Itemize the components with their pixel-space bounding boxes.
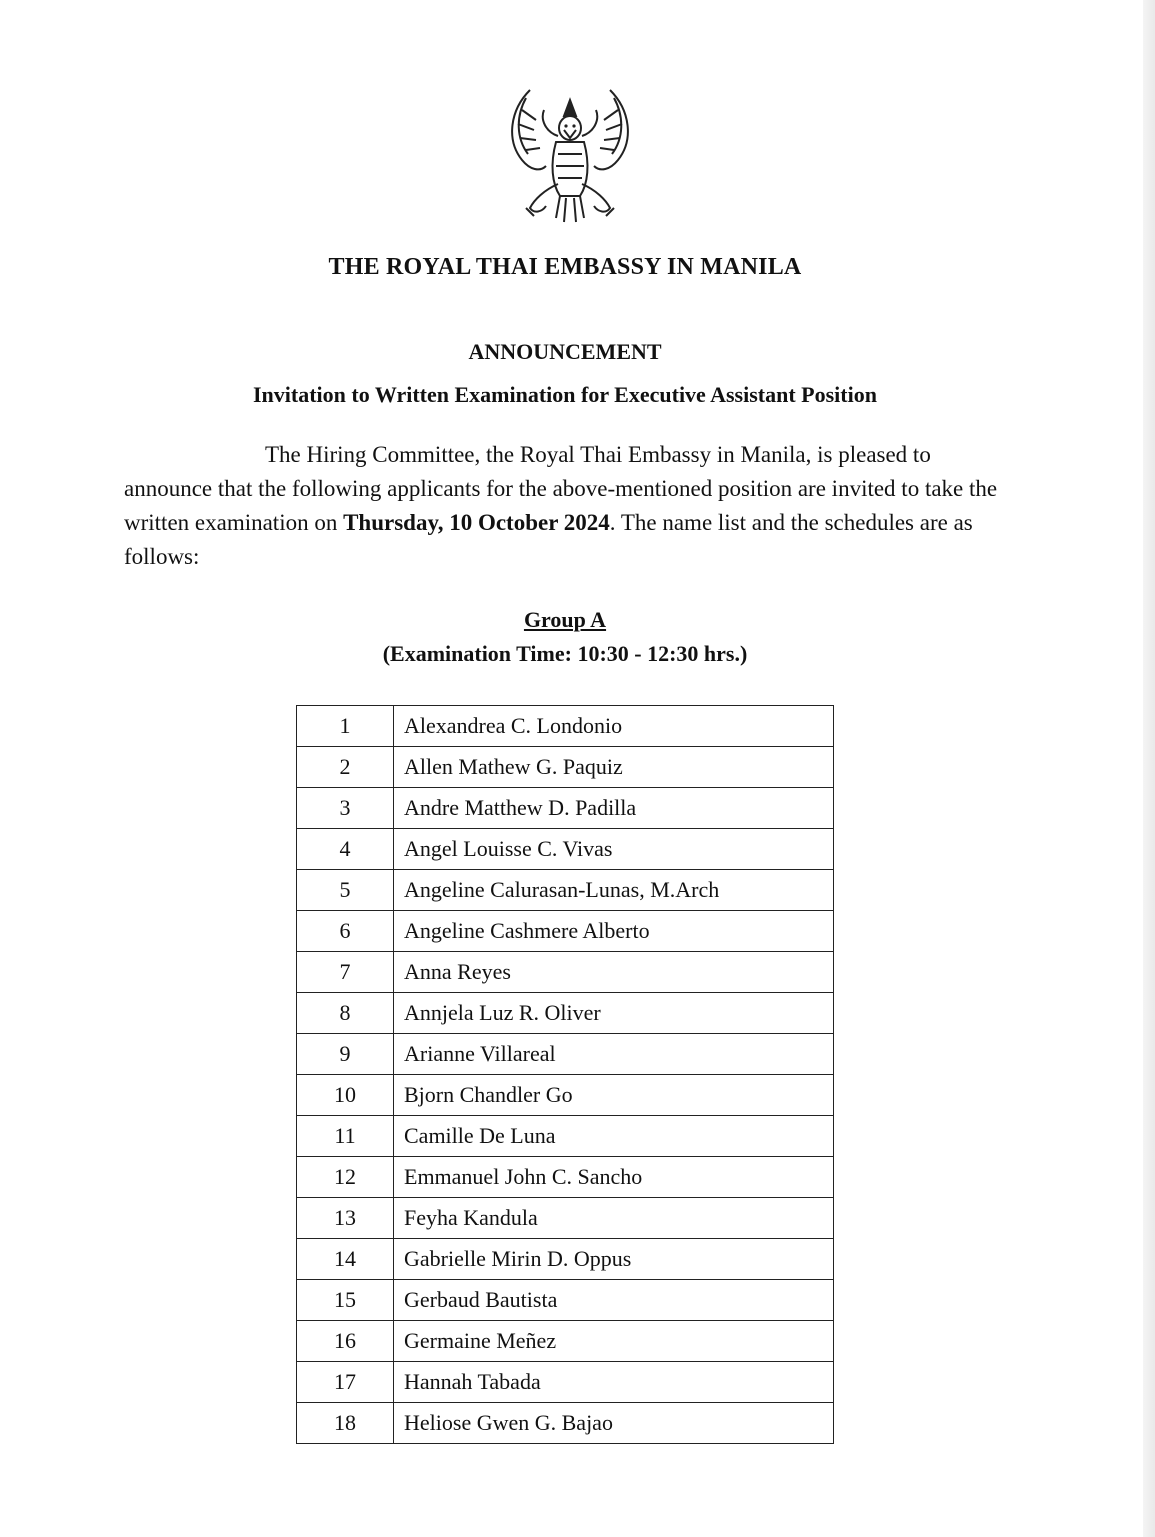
- row-number: 5: [297, 870, 394, 911]
- table-row: [297, 1034, 834, 1075]
- row-number: 2: [297, 747, 394, 788]
- row-number: 1: [297, 706, 394, 747]
- applicant-name: Feyha Kandula: [394, 1198, 834, 1239]
- table-row: [297, 1198, 834, 1239]
- applicant-name: Allen Mathew G. Paquiz: [394, 747, 834, 788]
- row-number: 6: [297, 911, 394, 952]
- garuda-emblem-icon: [500, 80, 640, 230]
- applicant-name: Alexandrea C. Londonio: [394, 706, 834, 747]
- applicant-name: Emmanuel John C. Sancho: [394, 1157, 834, 1198]
- row-number: 15: [297, 1280, 394, 1321]
- table-row: [297, 870, 834, 911]
- table-row: [297, 829, 834, 870]
- applicant-name: Germaine Meñez: [394, 1321, 834, 1362]
- applicant-name: Angeline Calurasan-Lunas, M.Arch: [394, 870, 834, 911]
- applicant-name: Anna Reyes: [394, 952, 834, 993]
- table-row: [297, 1157, 834, 1198]
- body-text-intro: The Hiring Committee, the Royal Thai Embassy in Manila, is pleased to announce that the following applicants for the above-mentioned position are invited to take the written examination on: [124, 442, 998, 535]
- announcement-body: [124, 438, 1014, 574]
- applicant-table: [296, 705, 834, 1444]
- table-row: [297, 1362, 834, 1403]
- applicant-name: Bjorn Chandler Go: [394, 1075, 834, 1116]
- page-edge-shadow: [1143, 0, 1155, 1537]
- table-row: [297, 706, 834, 747]
- table-row: [297, 1403, 834, 1444]
- announcement-heading: ANNOUNCEMENT: [468, 339, 662, 364]
- applicant-name: Angeline Cashmere Alberto: [394, 911, 834, 952]
- table-row: [297, 911, 834, 952]
- table-row: [297, 952, 834, 993]
- row-number: 4: [297, 829, 394, 870]
- table-row: [297, 1116, 834, 1157]
- row-number: 8: [297, 993, 394, 1034]
- table-row: [297, 1075, 834, 1116]
- embassy-title: THE ROYAL THAI EMBASSY IN MANILA: [328, 254, 802, 280]
- table-row: [297, 1239, 834, 1280]
- applicant-name: Angel Louisse C. Vivas: [394, 829, 834, 870]
- row-number: 16: [297, 1321, 394, 1362]
- applicant-name: Gabrielle Mirin D. Oppus: [394, 1239, 834, 1280]
- row-number: 10: [297, 1075, 394, 1116]
- table-row: [297, 788, 834, 829]
- body-text-closing: . The name list and the schedules are as follows:: [124, 510, 973, 569]
- applicant-name: Andre Matthew D. Padilla: [394, 788, 834, 829]
- row-number: 7: [297, 952, 394, 993]
- row-number: 11: [297, 1116, 394, 1157]
- group-title: Group A: [523, 607, 607, 632]
- row-number: 14: [297, 1239, 394, 1280]
- row-number: 17: [297, 1362, 394, 1403]
- applicant-name: Camille De Luna: [394, 1116, 834, 1157]
- row-number: 12: [297, 1157, 394, 1198]
- group-exam-time: (Examination Time: 10:30 - 12:30 hrs.): [382, 641, 748, 666]
- row-number: 13: [297, 1198, 394, 1239]
- applicant-name: Arianne Villareal: [394, 1034, 834, 1075]
- announcement-subject: Invitation to Written Examination for Executive Assistant Position: [253, 382, 877, 407]
- exam-date: Thursday, 10 October 2024: [343, 510, 610, 535]
- table-row: [297, 747, 834, 788]
- applicant-name: Hannah Tabada: [394, 1362, 834, 1403]
- applicant-name: Heliose Gwen G. Bajao: [394, 1403, 834, 1444]
- row-number: 3: [297, 788, 394, 829]
- row-number: 9: [297, 1034, 394, 1075]
- table-row: [297, 993, 834, 1034]
- applicant-name: Annjela Luz R. Oliver: [394, 993, 834, 1034]
- row-number: 18: [297, 1403, 394, 1444]
- applicant-name: Gerbaud Bautista: [394, 1280, 834, 1321]
- table-row: [297, 1280, 834, 1321]
- table-row: [297, 1321, 834, 1362]
